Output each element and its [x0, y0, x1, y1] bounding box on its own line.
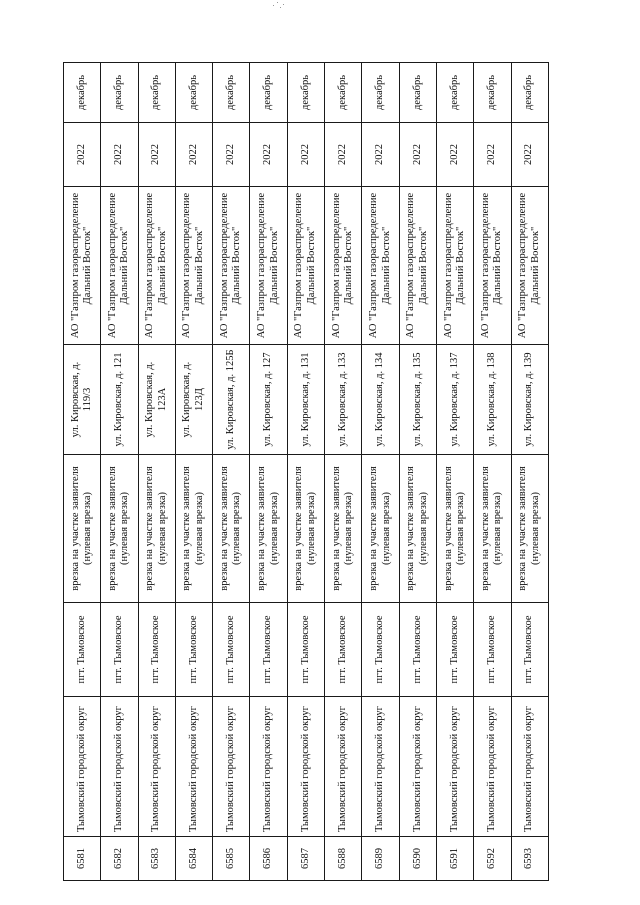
row-number-cell: 6584	[175, 837, 212, 881]
month-cell: декабрь	[64, 63, 101, 123]
table-row	[64, 63, 101, 881]
table-frame	[63, 63, 549, 881]
row-number-cell: 6587	[287, 837, 324, 881]
year-cell: 2022	[399, 123, 436, 187]
month-cell: декабрь	[362, 63, 399, 123]
work-type-cell: врезка на участке заявителя (нулевая врезка)	[399, 455, 436, 603]
address-cell: ул. Кировская, д. 123А	[138, 345, 175, 455]
month-cell: декабрь	[474, 63, 511, 123]
table-row	[287, 63, 324, 881]
rotated-table-container	[63, 63, 549, 881]
settlement-cell: пгт. Тымовское	[213, 603, 250, 697]
month-cell: декабрь	[436, 63, 473, 123]
year-cell: 2022	[362, 123, 399, 187]
organization-cell: АО "Газпром газораспределение Дальний Восток"	[138, 187, 175, 345]
organization-cell: АО "Газпром газораспределение Дальний Восток"	[325, 187, 362, 345]
table-row	[101, 63, 138, 881]
work-type-cell: врезка на участке заявителя (нулевая врезка)	[213, 455, 250, 603]
district-cell: Тымовский городской округ	[64, 697, 101, 837]
address-cell: ул. Кировская, д. 135	[399, 345, 436, 455]
year-cell: 2022	[138, 123, 175, 187]
work-type-cell: врезка на участке заявителя (нулевая врезка)	[64, 455, 101, 603]
year-cell: 2022	[250, 123, 287, 187]
district-cell: Тымовский городской округ	[436, 697, 473, 837]
settlement-cell: пгт. Тымовское	[362, 603, 399, 697]
table-row	[250, 63, 287, 881]
month-cell: декабрь	[213, 63, 250, 123]
work-type-cell: врезка на участке заявителя (нулевая врезка)	[436, 455, 473, 603]
settlement-cell: пгт. Тымовское	[138, 603, 175, 697]
year-cell: 2022	[436, 123, 473, 187]
settlement-cell: пгт. Тымовское	[474, 603, 511, 697]
work-type-cell: врезка на участке заявителя (нулевая врезка)	[362, 455, 399, 603]
district-cell: Тымовский городской округ	[474, 697, 511, 837]
table-row	[511, 63, 548, 881]
month-cell: декабрь	[511, 63, 548, 123]
district-cell: Тымовский городской округ	[250, 697, 287, 837]
table-body	[64, 63, 549, 881]
settlement-cell: пгт. Тымовское	[287, 603, 324, 697]
table-row	[175, 63, 212, 881]
month-cell: декабрь	[250, 63, 287, 123]
district-cell: Тымовский городской округ	[362, 697, 399, 837]
row-number-cell: 6592	[474, 837, 511, 881]
organization-cell: АО "Газпром газораспределение Дальний Восток"	[399, 187, 436, 345]
work-type-cell: врезка на участке заявителя (нулевая врезка)	[511, 455, 548, 603]
work-type-cell: врезка на участке заявителя (нулевая врезка)	[138, 455, 175, 603]
district-cell: Тымовский городской округ	[399, 697, 436, 837]
settlement-cell: пгт. Тымовское	[325, 603, 362, 697]
organization-cell: АО "Газпром газораспределение Дальний Восток"	[362, 187, 399, 345]
district-cell: Тымовский городской округ	[511, 697, 548, 837]
month-cell: декабрь	[399, 63, 436, 123]
year-cell: 2022	[325, 123, 362, 187]
organization-cell: АО "Газпром газораспределение Дальний Восток"	[213, 187, 250, 345]
settlement-cell: пгт. Тымовское	[511, 603, 548, 697]
month-cell: декабрь	[325, 63, 362, 123]
organization-cell: АО "Газпром газораспределение Дальний Восток"	[474, 187, 511, 345]
row-number-cell: 6582	[101, 837, 138, 881]
row-number-cell: 6581	[64, 837, 101, 881]
address-cell: ул. Кировская, д. 137	[436, 345, 473, 455]
row-number-cell: 6589	[362, 837, 399, 881]
month-cell: декабрь	[287, 63, 324, 123]
year-cell: 2022	[287, 123, 324, 187]
organization-cell: АО "Газпром газораспределение Дальний Восток"	[64, 187, 101, 345]
address-cell: ул. Кировская, д. 138	[474, 345, 511, 455]
district-cell: Тымовский городской округ	[175, 697, 212, 837]
settlement-cell: пгт. Тымовское	[436, 603, 473, 697]
address-cell: ул. Кировская, д. 134	[362, 345, 399, 455]
district-cell: Тымовский городской округ	[213, 697, 250, 837]
address-cell: ул. Кировская, д. 139	[511, 345, 548, 455]
work-type-cell: врезка на участке заявителя (нулевая врезка)	[287, 455, 324, 603]
address-cell: ул. Кировская, д. 131	[287, 345, 324, 455]
address-cell: ул. Кировская, д. 121	[101, 345, 138, 455]
settlement-cell: пгт. Тымовское	[64, 603, 101, 697]
district-cell: Тымовский городской округ	[101, 697, 138, 837]
table-row	[138, 63, 175, 881]
row-number-cell: 6591	[436, 837, 473, 881]
year-cell: 2022	[101, 123, 138, 187]
table-row	[213, 63, 250, 881]
settlement-cell: пгт. Тымовское	[101, 603, 138, 697]
organization-cell: АО "Газпром газораспределение Дальний Восток"	[511, 187, 548, 345]
organization-cell: АО "Газпром газораспределение Дальний Восток"	[436, 187, 473, 345]
year-cell: 2022	[175, 123, 212, 187]
work-type-cell: врезка на участке заявителя (нулевая врезка)	[175, 455, 212, 603]
scan-artifact	[273, 2, 285, 10]
organization-cell: АО "Газпром газораспределение Дальний Восток"	[287, 187, 324, 345]
row-number-cell: 6588	[325, 837, 362, 881]
district-cell: Тымовский городской округ	[138, 697, 175, 837]
row-number-cell: 6585	[213, 837, 250, 881]
row-number-cell: 6583	[138, 837, 175, 881]
address-cell: ул. Кировская, д. 119/3	[64, 345, 101, 455]
work-type-cell: врезка на участке заявителя (нулевая врезка)	[250, 455, 287, 603]
organization-cell: АО "Газпром газораспределение Дальний Восток"	[250, 187, 287, 345]
table-row	[399, 63, 436, 881]
address-cell: ул. Кировская, д. 127	[250, 345, 287, 455]
gas-connection-table	[63, 62, 549, 881]
row-number-cell: 6593	[511, 837, 548, 881]
month-cell: декабрь	[101, 63, 138, 123]
table-row	[436, 63, 473, 881]
table-row	[362, 63, 399, 881]
organization-cell: АО "Газпром газораспределение Дальний Восток"	[175, 187, 212, 345]
month-cell: декабрь	[138, 63, 175, 123]
work-type-cell: врезка на участке заявителя (нулевая врезка)	[101, 455, 138, 603]
row-number-cell: 6586	[250, 837, 287, 881]
row-number-cell: 6590	[399, 837, 436, 881]
year-cell: 2022	[64, 123, 101, 187]
table-row	[474, 63, 511, 881]
address-cell: ул. Кировская, д. 133	[325, 345, 362, 455]
year-cell: 2022	[474, 123, 511, 187]
year-cell: 2022	[511, 123, 548, 187]
work-type-cell: врезка на участке заявителя (нулевая врезка)	[325, 455, 362, 603]
address-cell: ул. Кировская, д. 125Б	[213, 345, 250, 455]
organization-cell: АО "Газпром газораспределение Дальний Восток"	[101, 187, 138, 345]
settlement-cell: пгт. Тымовское	[250, 603, 287, 697]
table-row	[325, 63, 362, 881]
district-cell: Тымовский городской округ	[325, 697, 362, 837]
district-cell: Тымовский городской округ	[287, 697, 324, 837]
month-cell: декабрь	[175, 63, 212, 123]
address-cell: ул. Кировская, д. 123Д	[175, 345, 212, 455]
settlement-cell: пгт. Тымовское	[399, 603, 436, 697]
settlement-cell: пгт. Тымовское	[175, 603, 212, 697]
year-cell: 2022	[213, 123, 250, 187]
work-type-cell: врезка на участке заявителя (нулевая врезка)	[474, 455, 511, 603]
